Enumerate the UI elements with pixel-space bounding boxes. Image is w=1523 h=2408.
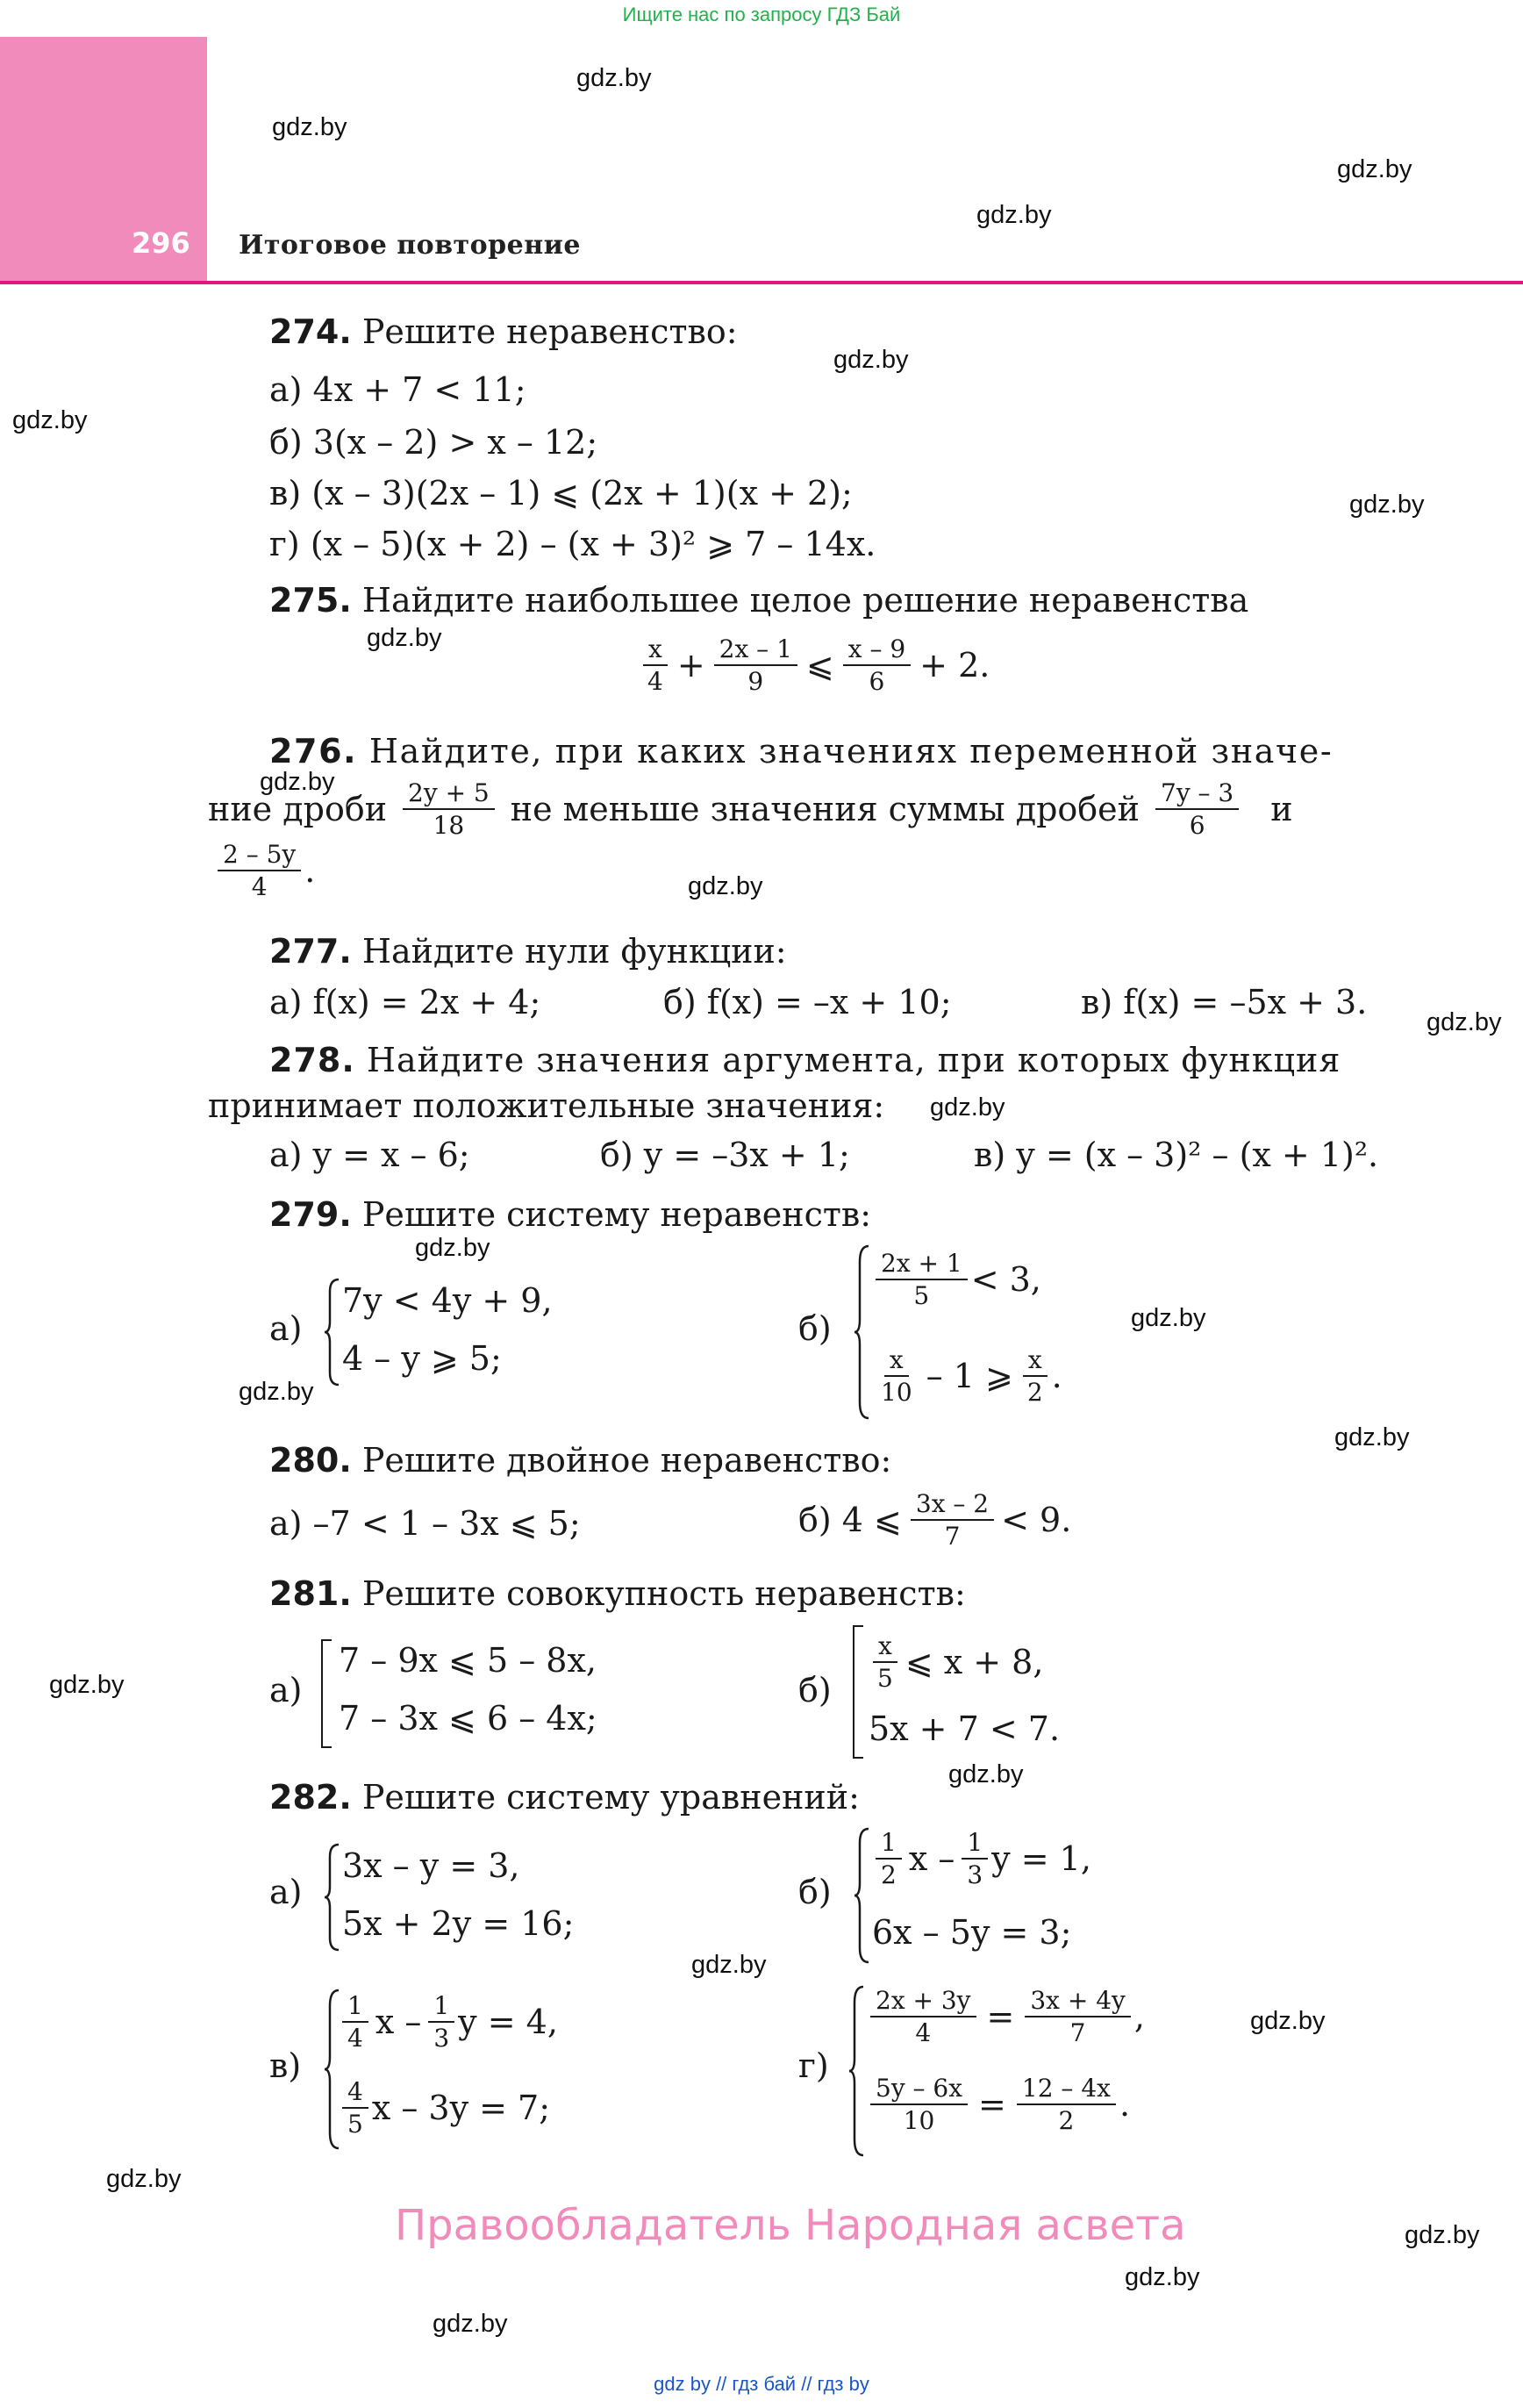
watermark: gdz.by xyxy=(415,1234,490,1262)
problem-275-heading: 275. Найдите наибольшее целое решение неравенства xyxy=(269,581,1249,620)
problem-282-b-line2: 6x – 5y = 3; xyxy=(872,1913,1072,1952)
problem-280-heading: 280. Решите двойное неравенство: xyxy=(269,1441,892,1480)
problem-276-line3: $\frac{2 - 5y}{4}$ . xyxy=(214,839,315,902)
brace-icon xyxy=(853,1244,872,1420)
problem-276-line1: 276. Найдите, при каких значениях переменной значе- xyxy=(269,732,1334,770)
problem-281-b-line2: 5x + 7 < 7. xyxy=(869,1709,1061,1748)
brace-icon xyxy=(323,1278,342,1387)
problem-274-g: г) (x – 5)(x + 2) – (x + 3)² ⩾ 7 – 14x. xyxy=(269,525,876,563)
problem-275-inequality: $\frac{x}{4}$ + $\frac{2x - 1}{9}$ ⩽ $\frac{x - 9}{6}$ + 2. xyxy=(639,634,990,697)
problem-282-a-line1: 3x – y = 3, xyxy=(342,1846,520,1885)
problem-282-v-label: в) xyxy=(269,2046,302,2085)
page-number: 296 xyxy=(132,226,190,260)
problem-277-heading: 277. Найдите нули функции: xyxy=(269,932,787,971)
watermark: gdz.by xyxy=(1349,491,1425,519)
watermark: gdz.by xyxy=(691,1951,767,1979)
problem-282-g-label: г) xyxy=(798,2046,829,2085)
watermark: gdz.by xyxy=(1405,2221,1480,2249)
top-banner[interactable]: Ищите нас по запросу ГДЗ Бай xyxy=(622,4,901,25)
problem-274-b: б) 3(x – 2) > x – 12; xyxy=(269,423,598,462)
problem-281-b-label: б) xyxy=(798,1671,832,1709)
problem-281-a-line2: 7 – 3x ⩽ 6 – 4x; xyxy=(339,1699,597,1738)
watermark: gdz.by xyxy=(1334,1423,1410,1451)
problem-282-b-label: б) xyxy=(798,1873,832,1911)
problem-281-heading: 281. Решите совокупность неравенств: xyxy=(269,1574,966,1613)
problem-279-b-label: б) xyxy=(798,1309,832,1348)
watermark: gdz.by xyxy=(12,406,88,434)
problem-277-b: б) f(x) = –x + 10; xyxy=(663,983,952,1021)
watermark: gdz.by xyxy=(1250,2007,1326,2035)
bracket-icon xyxy=(321,1639,332,1748)
bracket-icon xyxy=(853,1625,863,1759)
brace-icon xyxy=(853,1827,872,1964)
footer-links[interactable]: gdz by // гдз бай // гдз by xyxy=(654,2373,869,2395)
problem-282-b-line1: $\frac{1}{2}$ x – $\frac{1}{3}$ y = 1, xyxy=(872,1827,1091,1890)
problem-278-v: в) y = (x – 3)² – (x + 1)². xyxy=(974,1136,1379,1174)
problem-276-line2: ние дроби $\frac{2y + 5}{18}$ не меньше значения суммы дробей $\frac{7y - 3}{6}$ и xyxy=(208,778,1293,840)
problem-278-line1: 278. Найдите значения аргумента, при которых функция xyxy=(269,1041,1341,1079)
watermark: gdz.by xyxy=(688,872,763,900)
problem-282-v-line1: $\frac{1}{4}$ x – $\frac{1}{3}$ y = 4, xyxy=(339,1990,558,2053)
problem-278-a: а) y = x – 6; xyxy=(269,1136,470,1174)
brace-icon xyxy=(847,1985,867,2157)
problem-282-g-line1: $\frac{2x + 3y}{4}$ = $\frac{3x + 4y}{7}$ , xyxy=(867,1985,1145,2048)
problem-282-g-line2: $\frac{5y - 6x}{10}$ = $\frac{12 - 4x}{2}$ . xyxy=(867,2073,1130,2136)
problem-279-heading: 279. Решите систему неравенств: xyxy=(269,1195,872,1234)
problem-279-a-line2: 4 – y ⩾ 5; xyxy=(342,1339,502,1378)
problem-280-a: а) –7 < 1 – 3x ⩽ 5; xyxy=(269,1504,581,1543)
watermark: gdz.by xyxy=(948,1760,1024,1788)
problem-281-a-label: а) xyxy=(269,1671,303,1709)
problem-274-v: в) (x – 3)(2x – 1) ⩽ (2x + 1)(x + 2); xyxy=(269,474,853,512)
brace-icon xyxy=(323,1843,342,1952)
watermark: gdz.by xyxy=(1426,1008,1502,1036)
problem-279-b-line1: $\frac{2x + 1}{5}$ < 3, xyxy=(872,1248,1041,1311)
header-rule xyxy=(0,281,1523,284)
problem-277-a: а) f(x) = 2x + 4; xyxy=(269,983,541,1021)
watermark: gdz.by xyxy=(272,113,347,141)
problem-274-heading: 274. Решите неравенство: xyxy=(269,312,738,351)
problem-281-b-line1: $\frac{x}{5}$ ⩽ x + 8, xyxy=(869,1630,1043,1694)
problem-281-a-line1: 7 – 9x ⩽ 5 – 8x, xyxy=(339,1641,597,1680)
watermark: gdz.by xyxy=(1337,155,1412,183)
running-head: Итоговое повторение xyxy=(239,230,581,261)
problem-282-heading: 282. Решите систему уравнений: xyxy=(269,1778,860,1817)
watermark: gdz.by xyxy=(433,2310,508,2338)
watermark: gdz.by xyxy=(367,624,442,652)
problem-282-a-label: а) xyxy=(269,1873,303,1911)
problem-279-b-line2: $\frac{x}{10}$ – 1 ⩾ $\frac{x}{2}$ . xyxy=(881,1345,1062,1407)
watermark: gdz.by xyxy=(1131,1304,1206,1332)
watermark: gdz.by xyxy=(833,346,909,374)
watermark: gdz.by xyxy=(239,1378,314,1406)
watermark: gdz.by xyxy=(576,64,652,92)
problem-282-a-line2: 5x + 2y = 16; xyxy=(342,1904,575,1943)
watermark: gdz.by xyxy=(976,201,1052,229)
watermark: gdz.by xyxy=(260,768,335,796)
watermark: gdz.by xyxy=(49,1671,125,1699)
copyright-owner: Правообладатель Народная асвета xyxy=(395,2201,1186,2250)
problem-274-a: а) 4x + 7 < 11; xyxy=(269,370,526,409)
problem-279-a-line1: 7y < 4y + 9, xyxy=(342,1281,553,1320)
watermark: gdz.by xyxy=(930,1093,1005,1122)
watermark: gdz.by xyxy=(1125,2263,1200,2291)
problem-279-a-label: а) xyxy=(269,1309,303,1348)
problem-277-v: в) f(x) = –5x + 3. xyxy=(1081,983,1368,1021)
problem-280-b: б) 4 ⩽ $\frac{3x - 2}{7}$ < 9. xyxy=(798,1489,1072,1551)
watermark: gdz.by xyxy=(106,2165,182,2193)
problem-278-line2: принимает положительные значения: xyxy=(208,1086,885,1125)
problem-278-b: б) y = –3x + 1; xyxy=(600,1136,850,1174)
problem-282-v-line2: $\frac{4}{5}$ x – 3y = 7; xyxy=(339,2076,550,2139)
